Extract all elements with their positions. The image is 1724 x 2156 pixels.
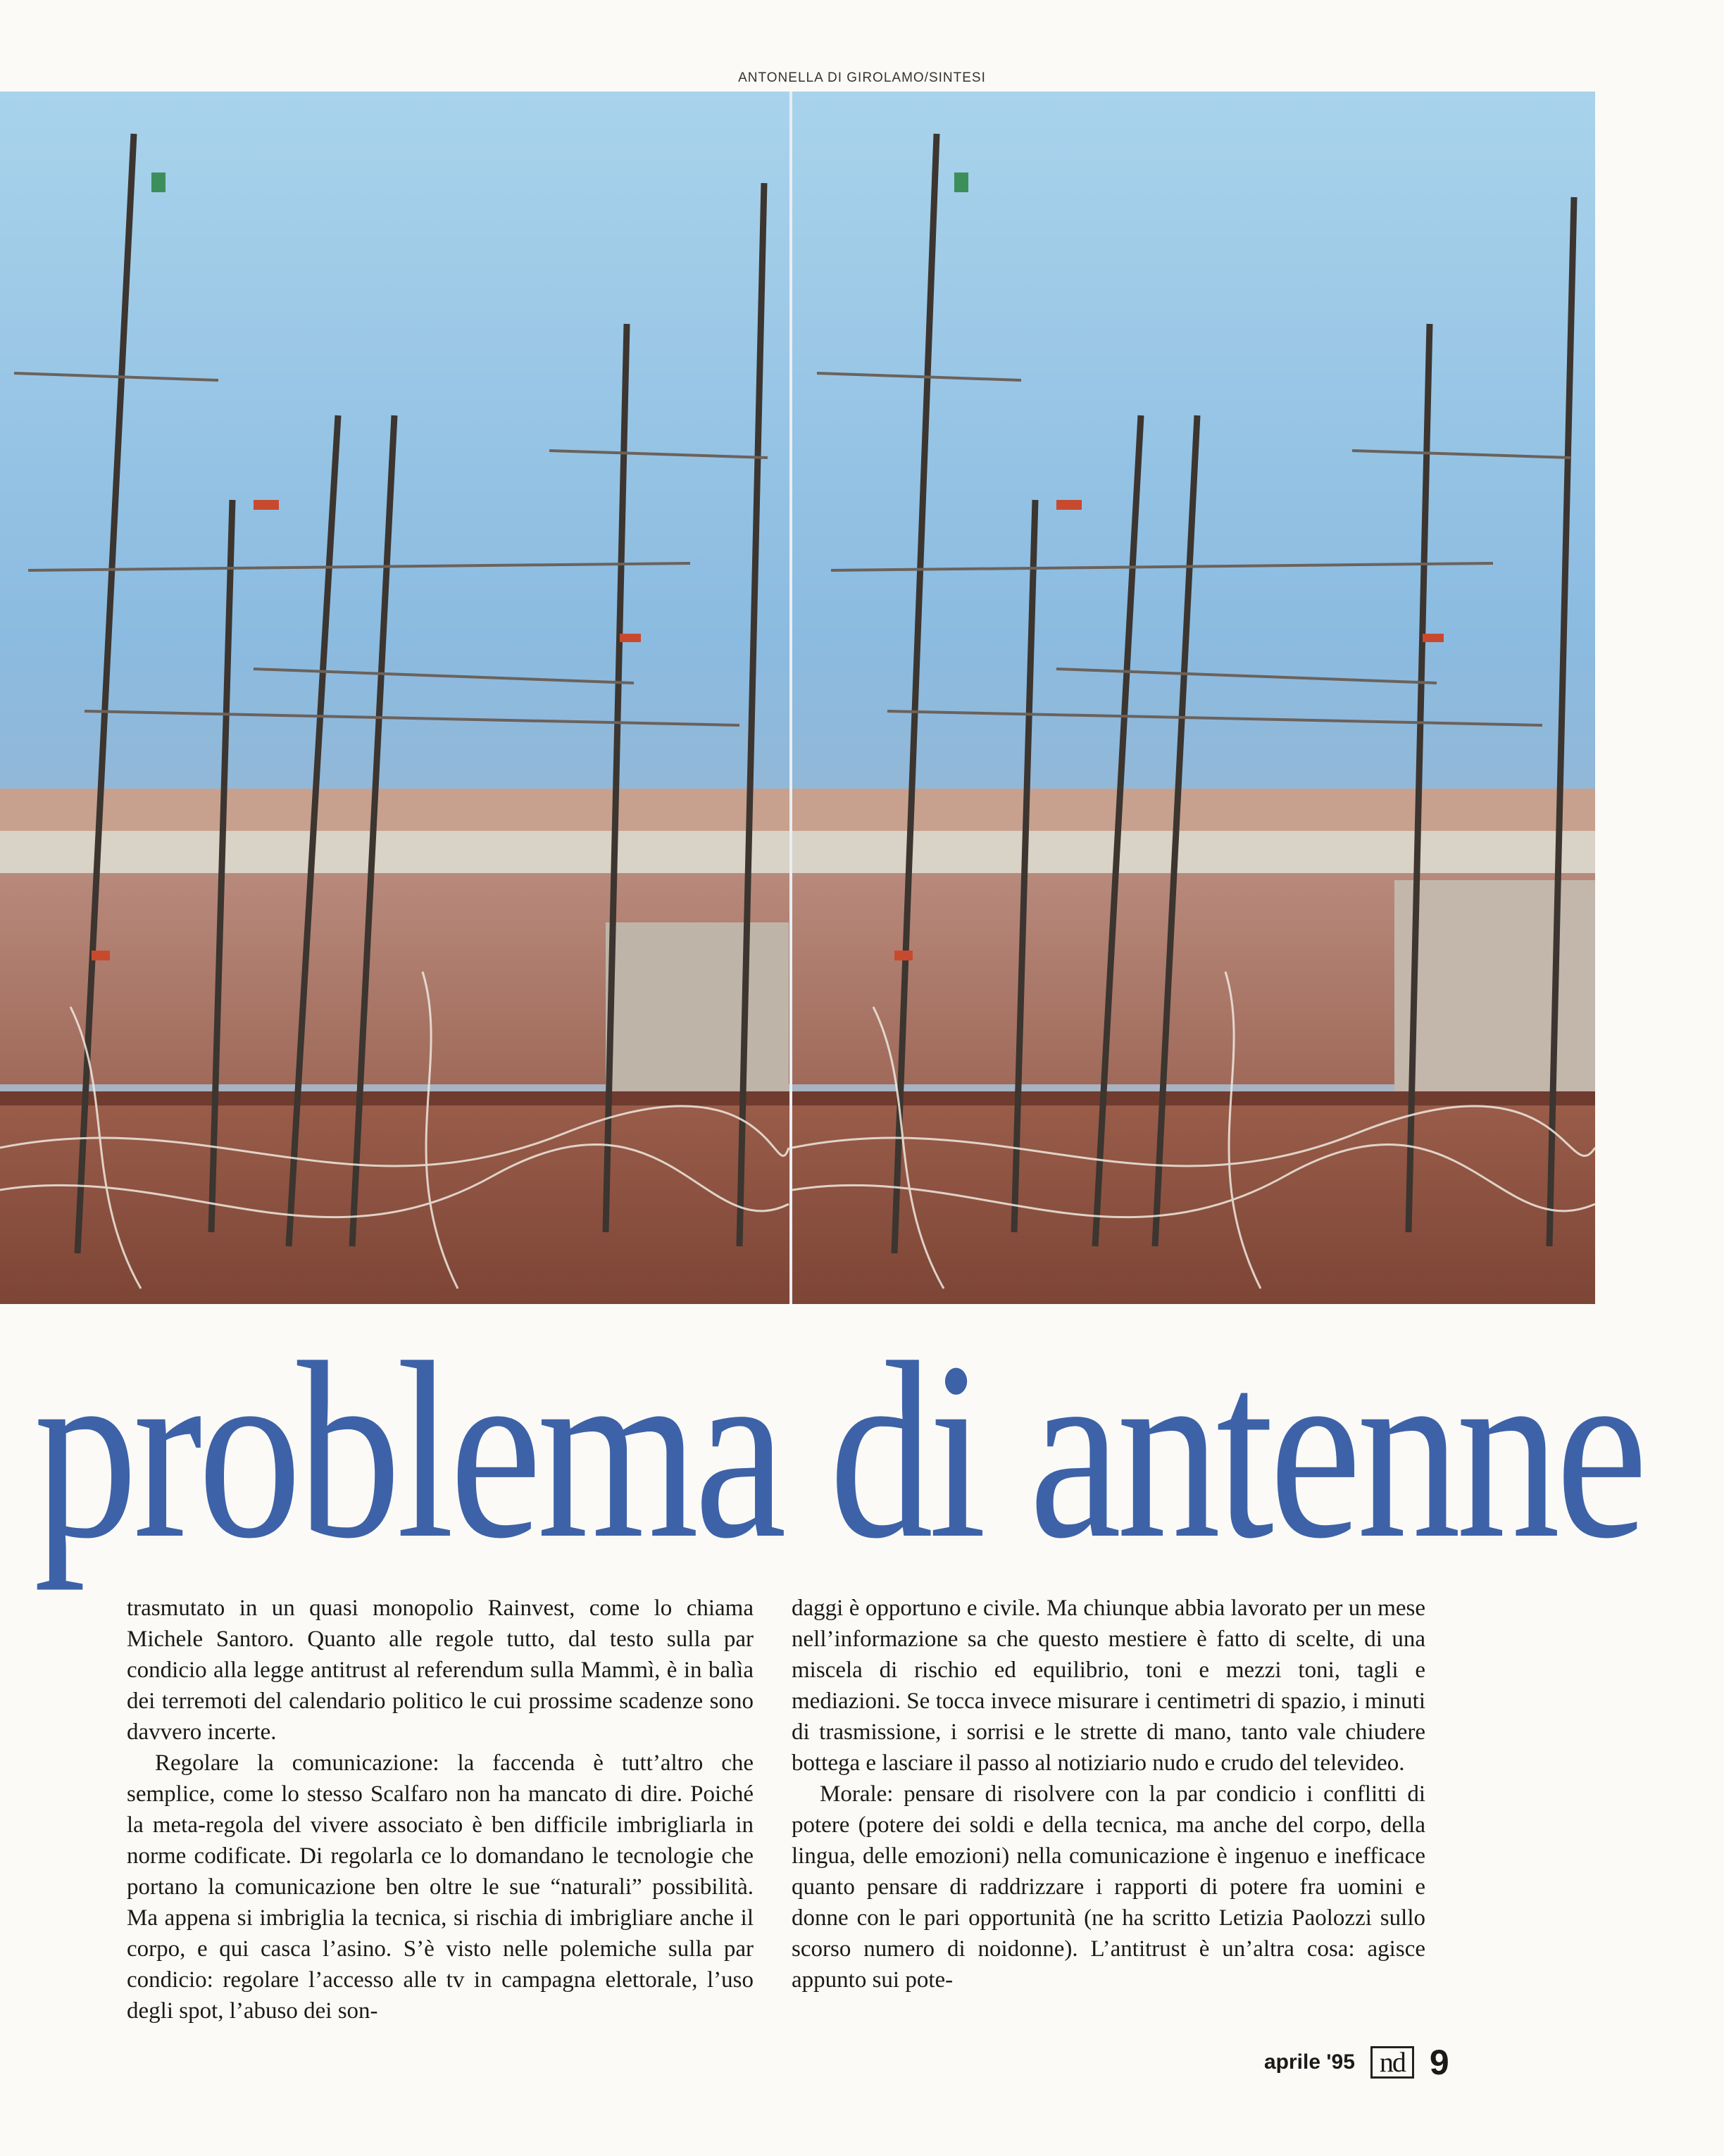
- antenna-photo: [0, 92, 1595, 1304]
- paragraph: Morale: pensare di risolvere con la par condicio i conflitti di potere (potere dei soldi e della tecnica, ma anche del corpo, della lingua, delle emozioni) nella comunicazione è ingenuo e inefficace quanto pensare di raddrizzare i rapporti di potere fra uomini e donne con le pari opportunità (ne ha scritto Letizia Paolozzi sullo scorso numero di noidonne). L’antitrust è un’altra cosa: agisce appunto sui pote-: [792, 1781, 1425, 1993]
- page-number: 9: [1429, 2043, 1449, 2082]
- page-footer: [1264, 2042, 1449, 2083]
- photo-credit: ANTONELLA DI GIROLAMO/SINTESI: [738, 70, 986, 85]
- article-column-right: [792, 1593, 1425, 1995]
- paragraph: trasmutato in un quasi monopolio Rainvest, come lo chiama Michele Santoro. Quanto alle regole tutto, dal testo sulla par condicio alla legge antitrust al referendum sulla Mammì, è in balìa dei terremoti del calendario politico le cui prossime scadenze sono davvero incerte.: [127, 1596, 754, 1745]
- magazine-logo: nd: [1370, 2046, 1414, 2079]
- issue-date: aprile '95: [1264, 2050, 1355, 2074]
- article-column-left: [127, 1593, 754, 2026]
- paragraph: Regolare la comunicazione: la faccenda è tutt’altro che semplice, come lo stesso Scalfaro non ha mancato di dire. Poiché la meta-regola del vivere associato è ben difficile imbrigliarla in norme codificate. Di regolarla ce lo domandano le tecnologie che portano la comunicazione ben oltre le sue “naturali” possibilità. Ma appena si imbriglia la tecnica, si rischia di imbrigliare anche il corpo, e qui casca l’asino. S’è visto nelle polemiche sulla par condicio: regolare l’accesso alle tv in campagna elettorale, l’uso degli spot, l’abuso dei son-: [127, 1750, 754, 2024]
- paragraph: daggi è opportuno e civile. Ma chiunque abbia lavorato per un mese nell’informazione sa che questo mestiere è fatto di scelte, di una miscela di rischio ed equilibrio, toni e mezzi toni, tagli e mediazioni. Se tocca invece misurare i centimetri di spazio, i minuti di trasmissione, i sorrisi e le strette di mano, tanto vale chiudere bottega e lasciare il passo al notiziario nudo e crudo del televideo.: [792, 1596, 1425, 1776]
- headline: problema di antenne: [34, 1310, 1644, 1591]
